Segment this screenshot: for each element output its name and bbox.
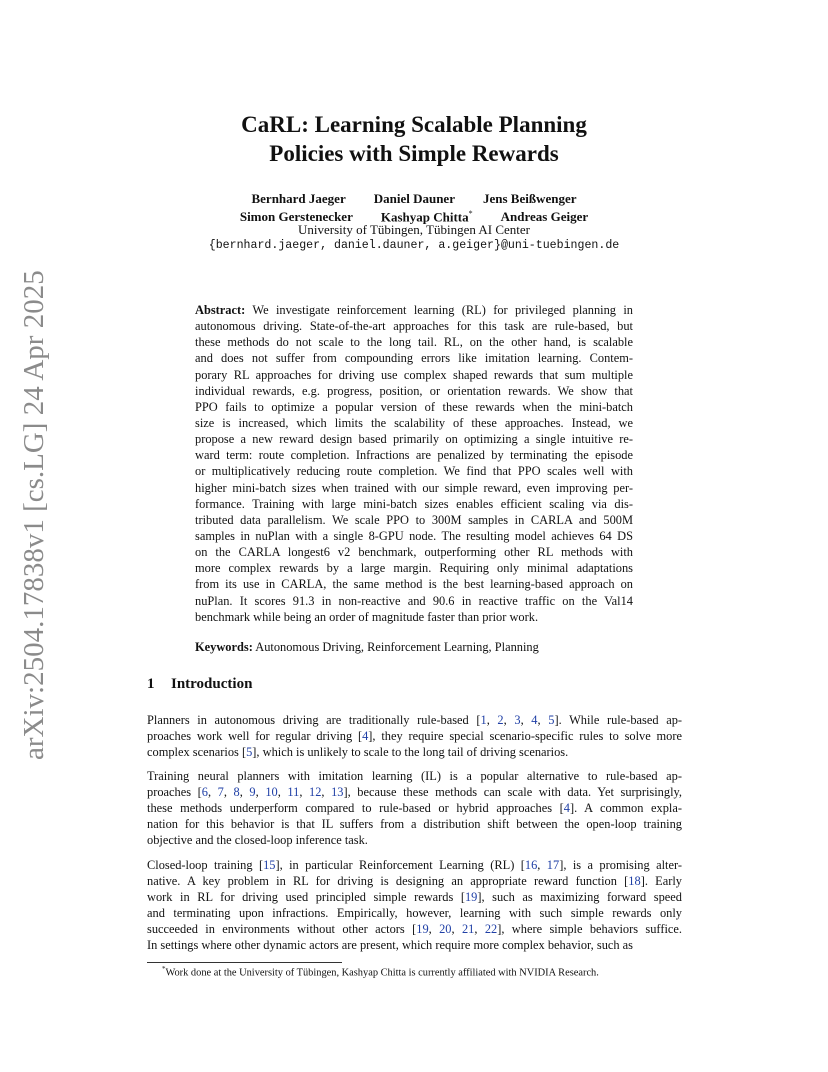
citation-link[interactable]: 19 <box>416 922 429 937</box>
abstract-text: nuPlan. It scores 91.3 in non-reactive and 90.6 in reactive traffic on the Val14 <box>195 593 633 608</box>
citation-link[interactable]: 12 <box>309 785 322 800</box>
citation-link[interactable]: 18 <box>628 874 641 889</box>
abstract-line <box>195 496 633 512</box>
abstract-text: on the CARLA longest6 v2 benchmark, outperforming other RL methods with <box>195 545 633 560</box>
paragraph-line: and terminating upon infractions. Empirically, however, learning with such simple rewards only <box>147 906 682 921</box>
author-name: Bernhard Jaeger <box>251 191 346 206</box>
affiliation: University of Tübingen, Tübingen AI Center <box>297 222 531 237</box>
abstract-line <box>195 560 633 576</box>
section-title: Introduction <box>171 676 253 692</box>
citation-link[interactable]: 10 <box>265 785 278 800</box>
paragraph-line: nation for this behavior is that IL suffers from a distribution shift between the open-loop training <box>147 817 682 832</box>
abstract-text: more complex rewards by a large margin. Requiring only minimal adaptations <box>195 561 633 576</box>
abstract-line <box>195 318 633 334</box>
section-number: 1 <box>147 676 155 692</box>
abstract-line <box>195 399 633 415</box>
abstract-line <box>195 463 633 479</box>
paragraph-line: complex scenarios [5], which is unlikely to scale to the long tail of driving scenarios. <box>147 745 569 760</box>
paragraph-line: these methods underperform compared to rule-based or hybrid approaches [4]. A common expla- <box>147 801 682 816</box>
footnote <box>162 965 599 978</box>
abstract-text: or multiplicatively reducing route completion. We find that PPO scales well with <box>195 464 633 479</box>
author-name: Simon Gerstenecker <box>239 209 353 225</box>
title-line: Policies with Simple Rewards <box>269 141 559 166</box>
citation-link[interactable]: 8 <box>233 785 240 800</box>
paragraph-line: succeeded in environments without other actors [19, 20, 21, 22], where simple behaviors suffice. <box>147 922 682 937</box>
author-name-text: Kashyap Chitta <box>380 209 469 225</box>
body-paragraph <box>147 712 682 760</box>
abstract-text: and does not suffer from compounding errors like imitation learning. Contem- <box>195 351 633 366</box>
abstract-text: autonomous driving. State-of-the-art approaches for this task are rule-based, but <box>195 319 633 334</box>
footnote-rule <box>147 962 342 963</box>
keywords <box>195 640 539 655</box>
citation-link[interactable]: 11 <box>287 785 300 800</box>
citation-link[interactable]: 16 <box>524 858 538 872</box>
abstract-text: ward term: route completion. Infractions are penalized by terminating the episode <box>195 448 633 463</box>
citation-link[interactable]: 2 <box>497 713 504 727</box>
footnote-mark: * <box>162 965 166 973</box>
abstract-line <box>195 480 633 496</box>
citation-link[interactable]: 3 <box>514 713 521 727</box>
citation-link[interactable]: 1 <box>480 713 487 727</box>
abstract-line <box>195 431 633 447</box>
abstract-text: higher mini-batch sizes when trained with our simple reward, even improving per- <box>195 480 633 495</box>
abstract-text: these methods do not scale to the long tail. RL, on the other hand, is scalable <box>195 335 633 350</box>
abstract-line <box>195 383 633 399</box>
abstract-text: individual rewards, e.g. progress, position, or orientation rewards. We show that <box>195 383 633 398</box>
abstract-line <box>195 447 633 463</box>
paragraph-line: In settings where other dynamic actors are present, which require more complex behavior, such as <box>147 938 634 953</box>
abstract <box>195 302 633 625</box>
keywords-label: Keywords: <box>195 640 253 654</box>
abstract-line <box>195 593 633 609</box>
abstract-text: benchmark while being an order of magnitude faster than prior work. <box>195 609 539 624</box>
paragraph-line: work in RL for driving used principled simple rewards [19], such as maximizing forward speed <box>147 890 682 905</box>
citation-link[interactable]: 17 <box>546 858 560 872</box>
abstract-line <box>195 528 633 544</box>
citation-link[interactable]: 7 <box>217 785 224 800</box>
abstract-text: size is increased, which limits the scalability of these approaches. Instead, we <box>195 415 633 430</box>
paragraph-line: Training neural planners with imitation learning (IL) is a popular alternative to rule-based ap- <box>147 769 682 783</box>
paragraph-line: proaches [6, 7, 8, 9, 10, 11, 12, 13], because these methods can scale with data. Yet surprisingly, <box>147 785 682 800</box>
author-row <box>0 191 828 206</box>
paper-title <box>0 110 828 168</box>
abstract-line <box>195 350 633 366</box>
citation-link[interactable]: 6 <box>201 785 208 800</box>
arxiv-identifier: arXiv:2504.17838v1 [cs.LG] 24 Apr 2025 <box>18 270 50 760</box>
paragraph-line: proaches work well for regular driving [4], they require special scenario-specific rules to solve more <box>147 729 683 744</box>
author-name: Jens Beißwenger <box>482 191 577 206</box>
title-line: CaRL: Learning Scalable Planning <box>241 112 587 137</box>
abstract-line <box>195 302 633 318</box>
body-paragraph <box>147 768 682 848</box>
citation-link[interactable]: 13 <box>331 785 344 800</box>
paragraph-line: objective and the closed-loop inference task. <box>147 833 368 848</box>
author-name: Andreas Geiger <box>500 209 589 225</box>
body-paragraph <box>147 857 682 954</box>
abstract-text: formance. Training with large mini-batch sizes enables efficient scaling via dis- <box>195 496 633 511</box>
citation-link[interactable]: 20 <box>439 922 452 937</box>
citation-link[interactable]: 4 <box>563 801 570 816</box>
keywords-text: Autonomous Driving, Reinforcement Learning, Planning <box>255 640 539 654</box>
footnote-text: Work done at the University of Tübingen, Kashyap Chitta is currently affiliated with NVIDIA Research. <box>165 967 599 979</box>
citation-link[interactable]: 22 <box>484 922 498 937</box>
author-emails: {bernhard.jaeger, daniel.dauner, a.geiger}@uni-tuebingen.de <box>208 239 620 252</box>
citation-link[interactable]: 19 <box>464 890 478 905</box>
citation-link[interactable]: 4 <box>362 729 369 744</box>
citation-link[interactable]: 15 <box>263 858 276 872</box>
abstract-text: PPO fails to optimize a popular version of these rewards when the mini-batch <box>195 399 633 414</box>
abstract-line <box>195 576 633 592</box>
abstract-line <box>195 544 633 560</box>
abstract-text: porary RL approaches for driving use complex shaped rewards that sum multiple <box>195 367 633 382</box>
abstract-line <box>195 415 633 431</box>
abstract-line <box>195 512 633 528</box>
citation-link[interactable]: 9 <box>249 785 256 800</box>
section-heading <box>147 676 252 693</box>
author-footnote-mark: * <box>468 209 473 218</box>
citation-link[interactable]: 5 <box>246 745 253 760</box>
abstract-line <box>195 367 633 383</box>
abstract-line <box>195 609 633 625</box>
abstract-text: We investigate reinforcement learning (RL) for privileged planning in <box>252 303 633 317</box>
citation-link[interactable]: 21 <box>461 922 475 937</box>
abstract-text: from its use in CARLA, the same method is the best learning-based approach on <box>195 577 633 592</box>
abstract-line <box>195 334 633 350</box>
abstract-text: tributed data parallelism. We scale PPO to 300M samples in CARLA and 500M <box>195 512 633 527</box>
abstract-text: samples in nuPlan with a single 8-GPU node. The resulting model achieves 64 DS <box>195 528 633 543</box>
abstract-label: Abstract: <box>195 303 246 317</box>
abstract-text: propose a new reward design based primarily on optimizing a single intuitive re- <box>195 432 633 447</box>
citation-link[interactable]: 5 <box>548 713 555 727</box>
paragraph-line: Closed-loop training [15], in particular Reinforcement Learning (RL) [16, 17], is a promising alter- <box>147 858 682 872</box>
paragraph-line: Planners in autonomous driving are traditionally rule-based [1, 2, 3, 4, 5]. While rule-based ap- <box>147 713 683 727</box>
author-name: Daniel Dauner <box>373 191 455 206</box>
paragraph-line: native. A key problem in RL for driving is designing an appropriate reward function [18]. Early <box>147 874 682 889</box>
citation-link[interactable]: 4 <box>531 713 538 727</box>
